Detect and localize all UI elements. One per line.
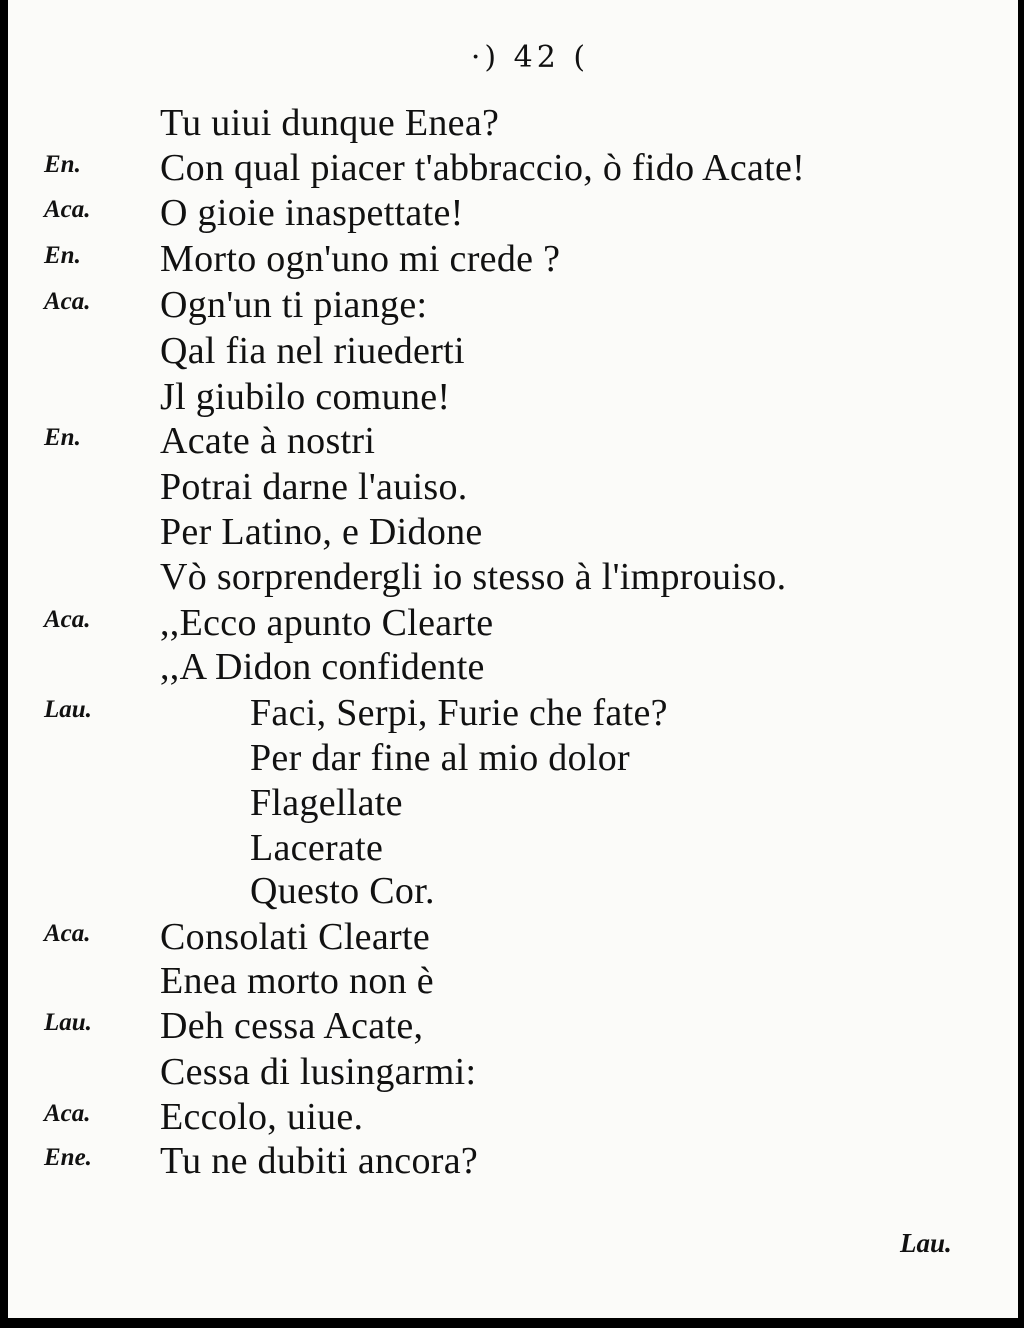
- verse-line: [0, 780, 1024, 826]
- verse-text: Ogn'un ti piange:: [160, 284, 428, 326]
- verse-line: [0, 868, 1024, 914]
- speaker-label: En.: [44, 151, 81, 178]
- verse-text: O gioie inaspettate!: [160, 192, 464, 234]
- catchword: Lau.: [900, 1228, 952, 1258]
- verse-line: [0, 464, 1024, 510]
- verse-line: [0, 690, 1024, 736]
- verse-line: [0, 958, 1024, 1004]
- verse-line: [0, 554, 1024, 600]
- verse-text: Potrai darne l'auiso.: [160, 466, 468, 508]
- verse-text: Con qual piacer t'abbraccio, ò fido Acate!: [160, 147, 806, 189]
- verse-text: Per Latino, e Didone: [160, 511, 483, 553]
- verse-text: Questo Cor.: [250, 870, 435, 912]
- speaker-label: En.: [44, 242, 81, 269]
- verse-line: [0, 1094, 1024, 1140]
- speaker-label: Aca.: [44, 196, 91, 223]
- speaker-label: Aca.: [44, 920, 91, 947]
- verse-text: Consolati Clearte: [160, 916, 430, 958]
- page-number: ·) 42 (: [470, 40, 590, 75]
- verse-text: Deh cessa Acate,: [160, 1005, 424, 1047]
- verse-line: [0, 236, 1024, 282]
- verse-text: Morto ogn'uno mi crede ?: [160, 238, 561, 280]
- verse-text: ,,A Didon confidente: [160, 646, 485, 688]
- speaker-label: Aca.: [44, 606, 91, 633]
- speaker-label: Ene.: [44, 1144, 92, 1171]
- speaker-label: En.: [44, 424, 81, 451]
- verse-line: [0, 825, 1024, 871]
- verse-line: [0, 100, 1024, 146]
- verse-text: Qal fia nel riuederti: [160, 330, 465, 372]
- verse-line: [0, 735, 1024, 781]
- verse-text: Acate à nostri: [160, 420, 376, 462]
- speaker-label: Aca.: [44, 1100, 91, 1127]
- verse-line: [0, 1003, 1024, 1049]
- speaker-label: Lau.: [44, 696, 92, 723]
- verse-line: [0, 509, 1024, 555]
- verse-line: [0, 600, 1024, 646]
- verse-text: Cessa di lusingarmi:: [160, 1051, 477, 1093]
- verse-text: Tu ne dubiti ancora?: [160, 1140, 479, 1182]
- verse-text: Lacerate: [250, 827, 384, 869]
- verse-text: Faci, Serpi, Furie che fate?: [250, 692, 668, 734]
- verse-line: [0, 1138, 1024, 1184]
- verse-text: Vò sorprendergli io stesso à l'improuiso.: [160, 556, 787, 598]
- verse-text: ,,Ecco apunto Clearte: [160, 602, 494, 644]
- verse-line: [0, 145, 1024, 191]
- verse-line: [0, 1049, 1024, 1095]
- verse-text: Tu uiui dunque Enea?: [160, 102, 500, 144]
- verse-text: Per dar fine al mio dolor: [250, 737, 631, 779]
- verse-text: Jl giubilo comune!: [160, 376, 451, 418]
- verse-line: [0, 914, 1024, 960]
- verse-line: [0, 328, 1024, 374]
- verse-line: [0, 190, 1024, 236]
- speaker-label: Aca.: [44, 288, 91, 315]
- speaker-label: Lau.: [44, 1009, 92, 1036]
- verse-line: [0, 282, 1024, 328]
- verse-line: [0, 374, 1024, 420]
- verse-text: Flagellate: [250, 782, 403, 824]
- verse-text: Enea morto non è: [160, 960, 434, 1002]
- verse-line: [0, 644, 1024, 690]
- verse-text: Eccolo, uiue.: [160, 1096, 364, 1138]
- scan-border-bottom: [0, 1318, 1024, 1328]
- verse-line: [0, 418, 1024, 464]
